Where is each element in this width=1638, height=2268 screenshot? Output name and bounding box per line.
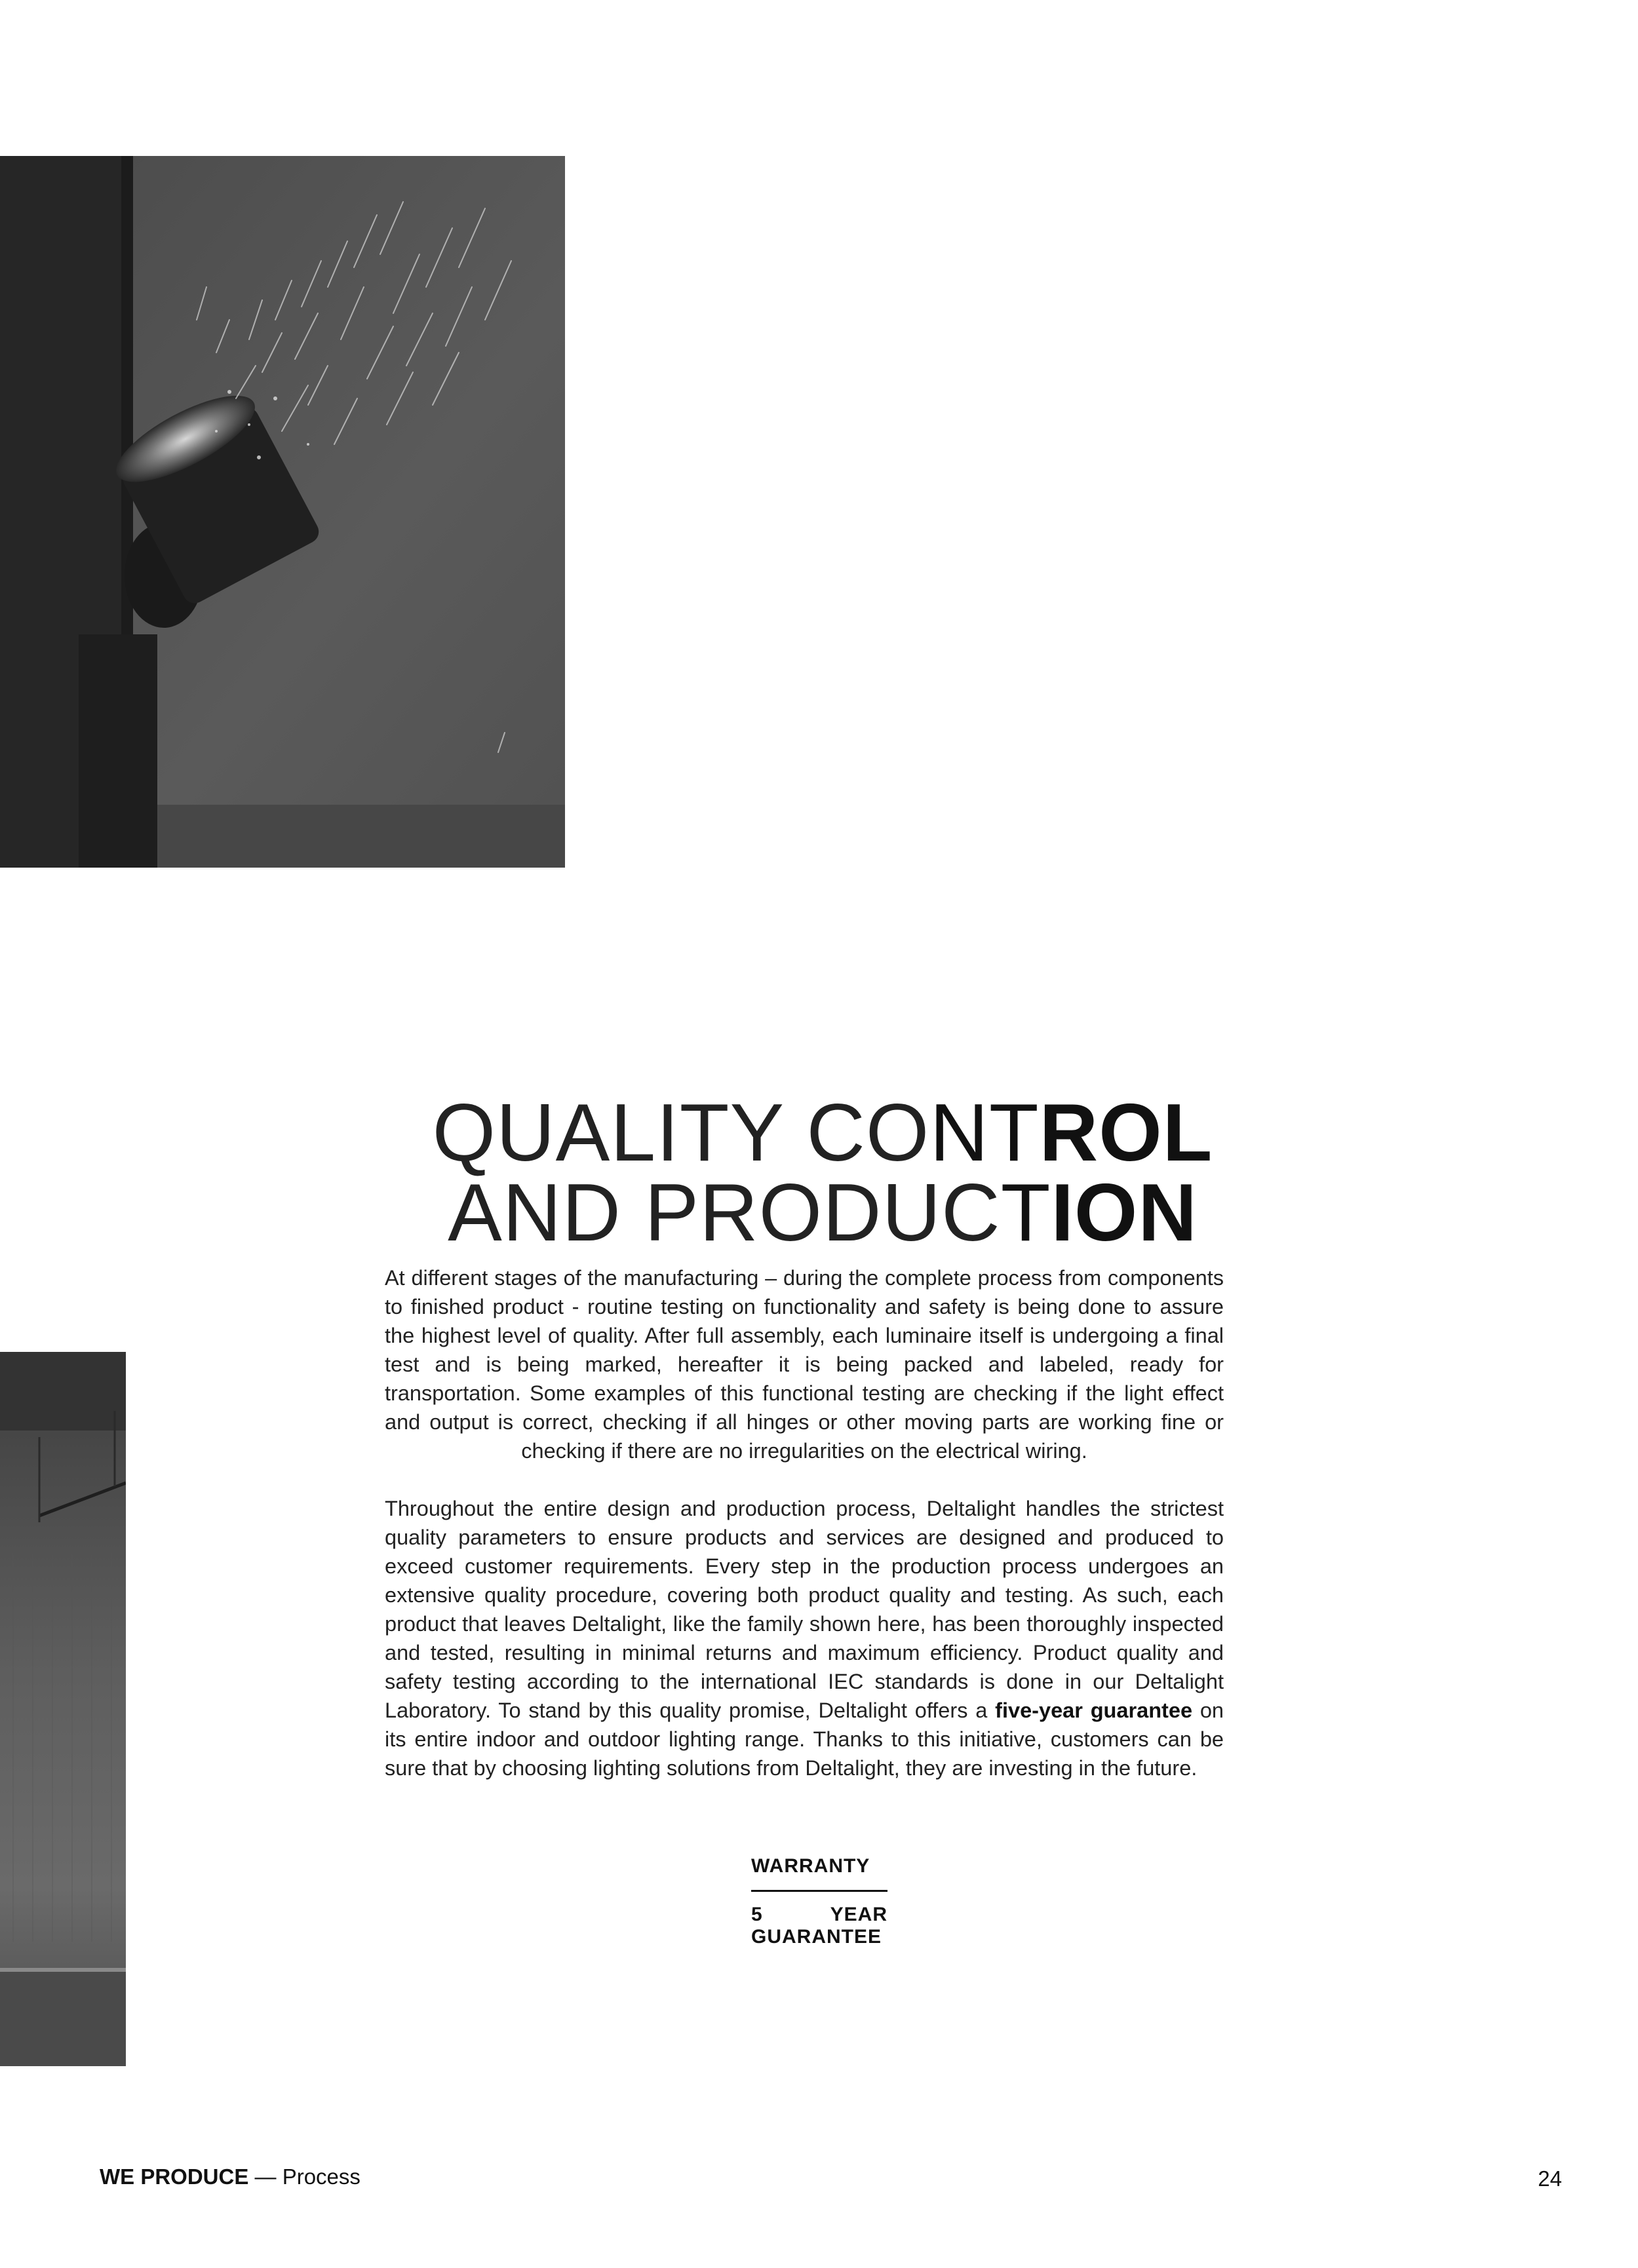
- paragraph-quality: Throughout the entire design and production process, Deltalight handles the strictest quality parameters to ensure products and services are designed and produced to exceed customer requirements. Every step in the production process undergoes an extensive quality procedure, covering both product quality and testing. As such, each product that leaves Deltalight, like the family shown here, has been thoroughly inspected and tested, resulting in minimal returns and maximum efficiency. Product quality and safety testing according to the international IEC standards is done in our Deltalight Laboratory. To stand by this quality promise, Deltalight offers a five-year guarantee on its entire indoor and outdoor lighting range. Thanks to this initiative, customers can be sure that by choosing lighting solutions from Deltalight, they are investing in the future.: [385, 1497, 1224, 1780]
- body-copy: [385, 1263, 1224, 1782]
- title-line-1: QUALITY CONTROL: [432, 1088, 1213, 1179]
- footer-separator: —: [248, 2164, 283, 2189]
- footer-breadcrumb: [100, 2164, 361, 2189]
- spotlight-water-test-photo: [0, 156, 565, 868]
- warranty-years: [751, 1904, 887, 1926]
- five-year-guarantee-emphasis: five-year guarantee: [995, 1699, 1193, 1722]
- warranty-years-number: 5: [751, 1904, 763, 1925]
- page-number: 24: [1538, 2166, 1562, 2191]
- warranty-years-word: YEAR: [830, 1904, 887, 1925]
- warranty-heading: WARRANTY: [751, 1855, 870, 1877]
- title-line-2: AND PRODUCTION: [448, 1168, 1198, 1259]
- interior-hall-photo: [0, 1352, 126, 2066]
- footer-subsection: Process: [282, 2164, 361, 2189]
- warranty-guarantee: GUARANTEE: [751, 1926, 882, 1948]
- paragraph-testing: At different stages of the manufacturing – during the complete process from components to finished product - routine testing on functionality and safety is being done to assure the highest level of quality. After full assembly, each luminaire itself is undergoing a final test and is being marked, hereafter it is being packed and labeled, ready for transportation. Some examples of this functional testing are checking if the light effect and output is correct, checking if all hinges or other moving parts are working fine or checking if there are no irregularities on the electrical wiring.: [385, 1266, 1224, 1463]
- footer-section: WE PRODUCE: [100, 2164, 249, 2189]
- page-title: [354, 1088, 1291, 1259]
- warranty-badge: [751, 1853, 887, 1948]
- warranty-divider: [751, 1890, 887, 1892]
